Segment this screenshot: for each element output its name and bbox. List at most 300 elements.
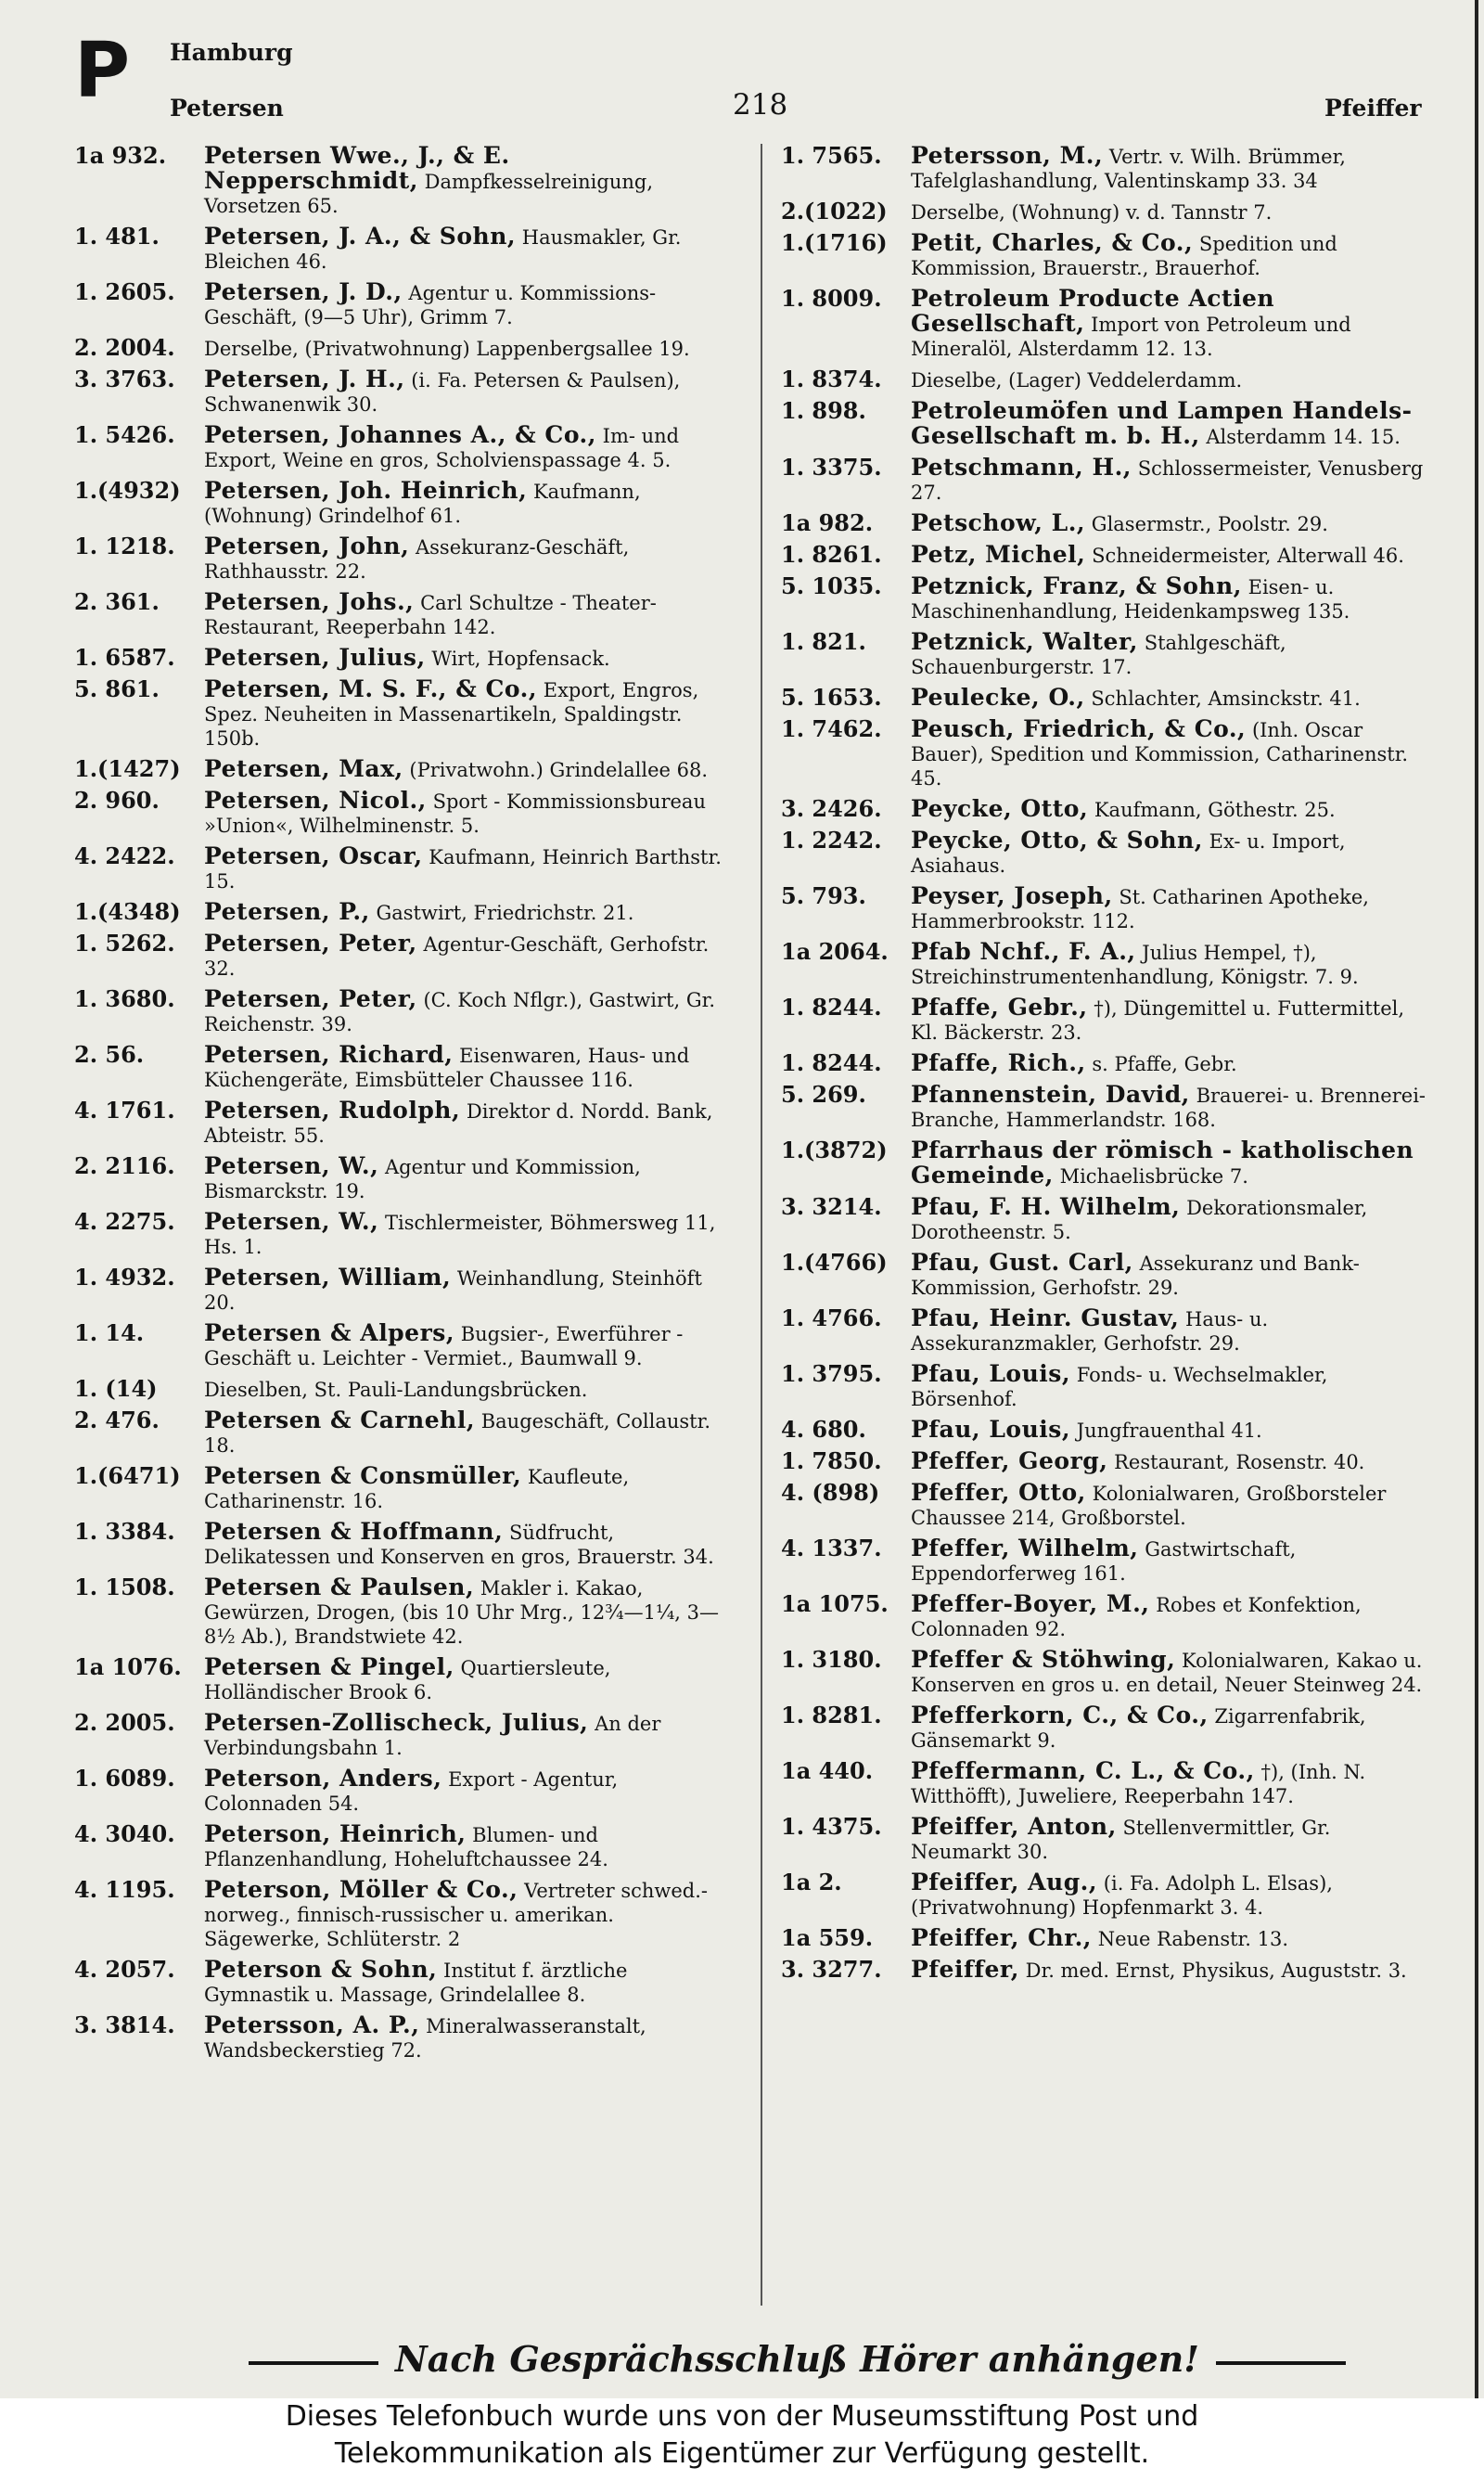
subscriber-name: Petersen, J. H., — [204, 366, 405, 392]
subscriber-details: St. Catharinen Apotheke, Hammerbrookstr. 112. — [911, 886, 1369, 932]
subscriber-name: Pfau, Gust. Carl, — [911, 1249, 1133, 1276]
phone-number: 1.(6471) — [74, 1462, 181, 1489]
subscriber-name: Pfeffer, Georg, — [911, 1447, 1108, 1474]
directory-entry — [781, 144, 1430, 193]
directory-entry — [74, 677, 723, 751]
subscriber-details: Glasermstr., Poolstr. 29. — [1091, 513, 1328, 535]
subscriber-details: Makler i. Kakao, Gewürzen, Drogen, (bis 10 Uhr Mrg., 12¾—1¼, 3—8½ Ab.), Brandstwiete 42. — [204, 1577, 720, 1648]
directory-entry — [74, 987, 723, 1036]
section-letter: P — [74, 27, 131, 115]
directory-entry — [781, 940, 1430, 989]
directory-entry — [781, 884, 1430, 933]
subscriber-name: Peyser, Joseph, — [911, 882, 1113, 909]
page-edge-border — [1475, 0, 1478, 2398]
directory-entry — [781, 456, 1430, 505]
subscriber-details: Eisenwaren, Haus- und Küchengeräte, Eimsbütteler Chaussee 116. — [204, 1045, 690, 1091]
subscriber-details: Im- und Export, Weine en gros, Scholvienspassage 4. 5. — [204, 425, 680, 471]
subscriber-name: Petersen & Carnehl, — [204, 1407, 476, 1433]
phone-number: 1. 821. — [781, 628, 866, 655]
phone-number: 2. 960. — [74, 787, 160, 814]
subscriber-details: Blumen- und Pflanzenhandlung, Hoheluftchaussee 24. — [204, 1824, 608, 1870]
subscriber-name: Petersen, Julius, — [204, 644, 426, 671]
directory-entry — [781, 1592, 1430, 1641]
subscriber-details: Kaufmann, (Wohnung) Grindelhof 61. — [204, 481, 641, 527]
subscriber-details: (C. Koch Nflgr.), Gastwirt, Gr. Reichenstr. 39. — [204, 989, 716, 1035]
subscriber-name: Pfeffer, Wilhelm, — [911, 1535, 1139, 1561]
directory-entry — [781, 1251, 1430, 1300]
directory-entry — [74, 1321, 723, 1370]
column-divider — [761, 144, 762, 2306]
subscriber-details: Kolonialwaren, Großborsteler Chaussee 214, Großborstel. — [911, 1483, 1387, 1529]
subscriber-details: Eisen- u. Maschinenhandlung, Heidenkampsweg 135. — [911, 576, 1350, 623]
subscriber-name: Petersen, J. A., & Sohn, — [204, 223, 517, 250]
phone-number: 5. 1035. — [781, 572, 882, 599]
phone-number: 4. 1761. — [74, 1097, 175, 1124]
subscriber-name: Peterson, Möller & Co., — [204, 1876, 518, 1903]
subscriber-details: Stahlgeschäft, Schauenburgerstr. 17. — [911, 632, 1286, 678]
subscriber-details: Brauerei- u. Brennerei-Branche, Hammerlandstr. 168. — [911, 1085, 1426, 1131]
directory-entry — [781, 1418, 1430, 1443]
phone-number: 1.(4932) — [74, 477, 181, 504]
subscriber-details: Sport - Kommissionsbureau »Union«, Wilhelminenstr. 5. — [204, 790, 706, 837]
directory-entry — [781, 1958, 1430, 1983]
directory-entry — [74, 1266, 723, 1315]
phone-number: 1a 982. — [781, 509, 874, 536]
subscriber-name: Petersen & Pingel, — [204, 1653, 454, 1680]
directory-entry — [74, 900, 723, 925]
subscriber-details: Kolonialwaren, Kakao u. Konserven en gros u. en detail, Neuer Steinweg 24. — [911, 1650, 1423, 1696]
phone-number: 4. 3040. — [74, 1820, 175, 1847]
phone-number: 5. 269. — [781, 1081, 866, 1108]
directory-entry — [781, 543, 1430, 568]
subscriber-name: Petersen Wwe., J., & E. Nepperschmidt, — [204, 142, 510, 194]
subscriber-details: Dr. med. Ernst, Physikus, Auguststr. 3. — [1025, 1960, 1407, 1982]
phone-number: 5. 793. — [781, 882, 866, 909]
subscriber-name: Petersen, W., — [204, 1152, 379, 1179]
directory-entry — [781, 1195, 1430, 1244]
phone-number: 1a 932. — [74, 142, 167, 169]
subscriber-details: (i. Fa. Petersen & Paulsen), Schwanenwik 30. — [204, 369, 681, 416]
phone-number: 1a 1076. — [74, 1653, 182, 1680]
subscriber-name: Petersson, M., — [911, 142, 1104, 169]
phone-number: 1. 3375. — [781, 454, 882, 481]
directory-entry — [781, 1926, 1430, 1951]
subscriber-name: Peulecke, O., — [911, 684, 1085, 711]
phone-number: 1a 2064. — [781, 938, 889, 965]
phone-number: 2. 2005. — [74, 1709, 175, 1736]
subscriber-name: Pfeffer & Stöhwing, — [911, 1646, 1176, 1673]
subscriber-name: Pfau, Louis, — [911, 1360, 1071, 1387]
phone-number: 2. 2004. — [74, 334, 175, 361]
phone-number: 3. 2426. — [781, 795, 882, 822]
phone-number: 1a 559. — [781, 1924, 874, 1951]
subscriber-details: Schlossermeister, Venusberg 27. — [911, 457, 1424, 504]
phone-number: 1. 3680. — [74, 985, 175, 1012]
directory-entry — [74, 534, 723, 584]
directory-entry — [781, 717, 1430, 790]
subscriber-name: Petersen, Johannes A., & Co., — [204, 421, 596, 448]
directory-entry — [781, 1536, 1430, 1586]
subscriber-name: Pfau, F. H. Wilhelm, — [911, 1193, 1181, 1220]
subscriber-details: Export - Agentur, Colonnaden 54. — [204, 1768, 619, 1815]
page-number: 218 — [733, 88, 788, 122]
phone-number: 1. 898. — [781, 397, 866, 424]
directory-entry — [781, 829, 1430, 878]
subscriber-details: Agentur u. Kommissions-Geschäft, (9—5 Uhr), Grimm 7. — [204, 282, 657, 328]
subscriber-details: Bugsier-, Ewerführer - Geschäft u. Leichter - Vermiet., Baumwall 9. — [204, 1323, 684, 1369]
phone-number: 1a 2. — [781, 1869, 842, 1895]
directory-entry — [74, 1958, 723, 2007]
directory-entry — [74, 1408, 723, 1458]
directory-entry — [781, 574, 1430, 623]
phone-number: 1. 8009. — [781, 285, 882, 312]
directory-entry — [74, 1210, 723, 1259]
subscriber-name: Petersen, Max, — [204, 755, 403, 782]
subscriber-details: Kaufmann, Göthestr. 25. — [1094, 799, 1336, 821]
directory-entry — [74, 280, 723, 329]
subscriber-name: Petersen & Consmüller, — [204, 1462, 522, 1489]
subscriber-details: (i. Fa. Adolph L. Elsas), (Privatwohnung) Hopfenmarkt 3. 4. — [911, 1872, 1333, 1919]
subscriber-name: Petersen, Nicol., — [204, 787, 427, 814]
subscriber-name: Petznick, Walter, — [911, 628, 1139, 655]
subscriber-name: Petersen, John, — [204, 533, 410, 559]
subscriber-name: Pfeiffer, Aug., — [911, 1869, 1098, 1895]
subscriber-details: Baugeschäft, Collaustr. 18. — [204, 1410, 711, 1457]
subscriber-details: (Privatwohn.) Grindelallee 68. — [409, 759, 709, 781]
subscriber-name: Petroleumöfen und Lampen Handels-Gesellschaft m. b. H., — [911, 397, 1413, 449]
directory-entry — [781, 797, 1430, 822]
subscriber-name: Pfaffe, Gebr., — [911, 994, 1088, 1021]
phone-number: 1. 5426. — [74, 421, 175, 448]
subscriber-details: †), Düngemittel u. Futtermittel, Kl. Bäckerstr. 23. — [911, 997, 1405, 1044]
subscriber-name: Pfefferkorn, C., & Co., — [911, 1702, 1209, 1728]
directory-entry — [781, 1870, 1430, 1920]
subscriber-name: Pfeiffer, Anton, — [911, 1813, 1117, 1840]
subscriber-name: Petersen-Zollischeck, Julius, — [204, 1709, 589, 1736]
subscriber-details: Kaufmann, Heinrich Barthstr. 15. — [204, 846, 722, 893]
phone-number: 1a 440. — [781, 1757, 874, 1784]
subscriber-details: Derselbe, (Privatwohnung) Lappenbergsallee 19. — [204, 338, 690, 360]
phone-number: 4. 1195. — [74, 1876, 175, 1903]
subscriber-name: Petersen, Richard, — [204, 1041, 454, 1068]
directory-entry — [781, 1481, 1430, 1530]
slogan-rule-right — [1216, 2361, 1346, 2365]
subscriber-name: Petz, Michel, — [911, 541, 1086, 568]
subscriber-name: Petschmann, H., — [911, 454, 1132, 481]
subscriber-details: Gastwirtschaft, Eppendorferweg 161. — [911, 1538, 1297, 1585]
subscriber-name: Petersson, A. P., — [204, 2011, 420, 2038]
directory-entry — [781, 199, 1430, 225]
phone-number: 1. 2605. — [74, 278, 175, 305]
directory-entry — [74, 1377, 723, 1402]
directory-entry — [74, 1043, 723, 1092]
subscriber-name: Petschow, L., — [911, 509, 1086, 536]
phone-number: 3. 3277. — [781, 1956, 882, 1983]
phone-number: 1. 4766. — [781, 1304, 882, 1331]
directory-entry — [781, 287, 1430, 361]
phone-number: 1. 7462. — [781, 715, 882, 742]
subscriber-details: Mineralwasseranstalt, Wandsbeckerstieg 72. — [204, 2015, 646, 2062]
first-entry-heading: Petersen — [170, 95, 284, 122]
subscriber-details: †), (Inh. N. Witthöfft), Juweliere, Reeperbahn 147. — [911, 1761, 1366, 1807]
directory-entry — [74, 789, 723, 838]
phone-number: 1. 4375. — [781, 1813, 882, 1840]
phone-number: 1. 6587. — [74, 644, 175, 671]
phone-number: 1.(1716) — [781, 229, 888, 256]
notice-line-2: Telekommunikation als Eigentümer zur Verfügung gestellt. — [334, 2437, 1150, 2470]
phone-number: 1.(3872) — [781, 1137, 888, 1163]
directory-entry — [74, 757, 723, 782]
subscriber-name: Pfeffer-Boyer, M., — [911, 1590, 1150, 1617]
phone-number: 1. 3384. — [74, 1518, 175, 1545]
subscriber-name: Petersen, Joh. Heinrich, — [204, 477, 528, 504]
city-heading: Hamburg — [170, 39, 293, 66]
subscriber-name: Peterson, Heinrich, — [204, 1820, 467, 1847]
subscriber-name: Petersen, Peter, — [204, 930, 417, 957]
subscriber-details: Tischlermeister, Böhmersweg 11, Hs. 1. — [204, 1212, 716, 1258]
slogan-text: Nach Gesprächsschluß Hörer anhängen! — [395, 2338, 1199, 2380]
subscriber-details: Stellenvermittler, Gr. Neumarkt 30. — [911, 1817, 1331, 1863]
slogan-rule-left — [249, 2361, 378, 2365]
subscriber-name: Pfeiffer, — [911, 1956, 1019, 1983]
subscriber-details: Zigarrenfabrik, Gänsemarkt 9. — [911, 1705, 1366, 1752]
subscriber-name: Peycke, Otto, & Sohn, — [911, 827, 1203, 854]
subscriber-name: Pfeiffer, Chr., — [911, 1924, 1092, 1951]
subscriber-details: Dieselben, St. Pauli-Landungsbrücken. — [204, 1379, 588, 1401]
directory-entry — [781, 1449, 1430, 1474]
phone-number: 1.(1427) — [74, 755, 181, 782]
directory-entry — [74, 367, 723, 417]
phone-number: 4. 1337. — [781, 1535, 882, 1561]
subscriber-name: Petersen, Peter, — [204, 985, 417, 1012]
directory-entry — [74, 1655, 723, 1704]
subscriber-details: Dekorationsmaler, Dorotheenstr. 5. — [911, 1197, 1368, 1243]
directory-entry — [74, 1575, 723, 1649]
directory-entry — [781, 1138, 1430, 1189]
footer-slogan — [232, 2338, 1362, 2380]
subscriber-details: Vertreter schwed.-norweg., finnisch-russischer u. amerikan. Sägewerke, Schlüterstr. 2 — [204, 1880, 708, 1950]
directory-entry — [74, 479, 723, 528]
directory-entry — [74, 144, 723, 218]
subscriber-name: Pfeffer, Otto, — [911, 1479, 1086, 1506]
phone-number: 2. 2116. — [74, 1152, 175, 1179]
subscriber-details: Fonds- u. Wechselmakler, Börsenhof. — [911, 1364, 1328, 1410]
subscriber-name: Petersen & Paulsen, — [204, 1574, 475, 1600]
directory-entry — [781, 1306, 1430, 1356]
subscriber-details: Dampfkesselreinigung, Vorsetzen 65. — [204, 171, 654, 217]
subscriber-name: Petersen, J. D., — [204, 278, 403, 305]
subscriber-details: Ex- u. Import, Asiahaus. — [911, 830, 1346, 877]
directory-entry — [74, 2013, 723, 2062]
subscriber-details: Import von Petroleum und Mineralöl, Alsterdamm 12. 13. — [911, 314, 1351, 360]
phone-number: 1. 8244. — [781, 994, 882, 1021]
subscriber-details: Agentur-Geschäft, Gerhofstr. 32. — [204, 933, 710, 980]
phone-number: 1. 8281. — [781, 1702, 882, 1728]
directory-entry — [74, 932, 723, 981]
directory-entry — [781, 231, 1430, 280]
subscriber-details: Michaelisbrücke 7. — [1059, 1165, 1248, 1188]
subscriber-details: Derselbe, (Wohnung) v. d. Tannstr 7. — [911, 201, 1273, 224]
subscriber-details: Jungfrauenthal 41. — [1076, 1420, 1262, 1442]
directory-entry — [781, 511, 1430, 536]
phone-number: 2. 476. — [74, 1407, 160, 1433]
directory-entry — [74, 1520, 723, 1569]
directory-entry — [74, 1099, 723, 1148]
phone-number: 5. 1653. — [781, 684, 882, 711]
phone-number: 1. 1218. — [74, 533, 175, 559]
directory-entry — [74, 1711, 723, 1760]
directory-entry — [74, 590, 723, 639]
subscriber-details: Vertr. v. Wilh. Brümmer, Tafelglashandlung, Valentinskamp 33. 34 — [911, 146, 1346, 192]
subscriber-details: Gastwirt, Friedrichstr. 21. — [376, 902, 634, 924]
phone-number: 4. 2275. — [74, 1208, 175, 1235]
subscriber-name: Pfarrhaus der römisch - katholischen Gemeinde, — [911, 1137, 1414, 1189]
subscriber-name: Pfannenstein, David, — [911, 1081, 1190, 1108]
directory-entry — [781, 1051, 1430, 1076]
subscriber-details: Schlachter, Amsinckstr. 41. — [1091, 687, 1361, 710]
notice-line-1: Dieses Telefonbuch wurde uns von der Museumsstiftung Post und — [285, 2400, 1199, 2433]
subscriber-details: Dieselbe, (Lager) Veddelerdamm. — [911, 369, 1243, 392]
subscriber-details: Kaufleute, Catharinenstr. 16. — [204, 1466, 630, 1512]
phone-number: 1. 6089. — [74, 1765, 175, 1792]
subscriber-name: Petersen, M. S. F., & Co., — [204, 675, 538, 702]
directory-entry — [74, 1878, 723, 1951]
subscriber-details: Agentur und Kommission, Bismarckstr. 19. — [204, 1156, 641, 1202]
directory-entry — [74, 423, 723, 472]
phone-number: 1.(4348) — [74, 898, 181, 925]
subscriber-name: Pfau, Louis, — [911, 1416, 1071, 1443]
directory-entry — [781, 1362, 1430, 1411]
phone-number: 1. 8374. — [781, 366, 882, 392]
subscriber-details: Südfrucht, Delikatessen und Konserven en gros, Brauerstr. 34. — [204, 1522, 714, 1568]
directory-entry — [74, 1464, 723, 1513]
left-column — [74, 144, 723, 2069]
subscriber-name: Petersen & Hoffmann, — [204, 1518, 504, 1545]
phone-number: 2. 361. — [74, 588, 160, 615]
phone-number: 4. 2422. — [74, 842, 175, 869]
phone-number: 4. 2057. — [74, 1956, 175, 1983]
subscriber-name: Petersen & Alpers, — [204, 1319, 455, 1346]
subscriber-details: Institut f. ärztliche Gymnastik u. Massage, Grindelallee 8. — [204, 1960, 628, 2006]
directory-entry — [781, 1759, 1430, 1808]
subscriber-name: Petersen, Johs., — [204, 588, 415, 615]
phone-number: 1. 7565. — [781, 142, 882, 169]
subscriber-name: Petznick, Franz, & Sohn, — [911, 572, 1242, 599]
directory-entry — [74, 336, 723, 361]
directory-entry — [74, 225, 723, 274]
subscriber-details: Schneidermeister, Alterwall 46. — [1092, 545, 1404, 567]
subscriber-details: Restaurant, Rosenstr. 40. — [1114, 1451, 1365, 1473]
phone-number: 1. 3795. — [781, 1360, 882, 1387]
subscriber-details: Robes et Konfektion, Colonnaden 92. — [911, 1594, 1362, 1640]
phone-number: 3. 3814. — [74, 2011, 175, 2038]
directory-entry — [781, 399, 1430, 449]
directory-entry — [781, 996, 1430, 1045]
subscriber-details: Haus- u. Assekuranzmakler, Gerhofstr. 29. — [911, 1308, 1269, 1355]
subscriber-name: Petersen, W., — [204, 1208, 379, 1235]
directory-entry — [781, 1083, 1430, 1132]
phone-number: 1.(4766) — [781, 1249, 888, 1276]
subscriber-details: Neue Rabenstr. 13. — [1097, 1928, 1289, 1950]
phone-number: 1a 1075. — [781, 1590, 889, 1617]
subscriber-details: Julius Hempel, †), Streichinstrumentenhandlung, Königstr. 7. 9. — [911, 942, 1359, 988]
phone-number: 1. 3180. — [781, 1646, 882, 1673]
subscriber-name: Petersen, Rudolph, — [204, 1097, 461, 1124]
subscriber-details: Assekuranz-Geschäft, Rathhausstr. 22. — [204, 536, 630, 583]
subscriber-details: Alsterdamm 14. 15. — [1206, 426, 1401, 448]
subscriber-details: Assekuranz und Bank-Kommission, Gerhofstr. 29. — [911, 1253, 1360, 1299]
subscriber-details: Quartiersleute, Holländischer Brook 6. — [204, 1657, 611, 1703]
phone-number: 5. 861. — [74, 675, 160, 702]
directory-entry — [781, 686, 1430, 711]
subscriber-details: s. Pfaffe, Gebr. — [1092, 1053, 1237, 1075]
directory-entry — [74, 844, 723, 893]
subscriber-details: Spedition und Kommission, Brauerstr., Brauerhof. — [911, 233, 1337, 279]
subscriber-name: Peycke, Otto, — [911, 795, 1089, 822]
subscriber-details: Direktor d. Nordd. Bank, Abteistr. 55. — [204, 1100, 713, 1147]
phone-number: 1. 5262. — [74, 930, 175, 957]
directory-entry — [74, 1767, 723, 1816]
subscriber-name: Peterson & Sohn, — [204, 1956, 438, 1983]
last-entry-heading: Pfeiffer — [1324, 95, 1422, 122]
phone-number: 1. 2242. — [781, 827, 882, 854]
directory-entry — [781, 630, 1430, 679]
subscriber-details: Export, Engros, Spez. Neuheiten in Massenartikeln, Spaldingstr. 150b. — [204, 679, 699, 750]
phone-number: 1. 481. — [74, 223, 160, 250]
phone-number: 4. 680. — [781, 1416, 866, 1443]
subscriber-details: Hausmakler, Gr. Bleichen 46. — [204, 226, 682, 273]
phone-number: 1. 14. — [74, 1319, 145, 1346]
subscriber-name: Pfab Nchf., F. A., — [911, 938, 1136, 965]
phone-number: 1. 7850. — [781, 1447, 882, 1474]
directory-entry — [74, 1822, 723, 1871]
directory-entry — [74, 1154, 723, 1203]
phone-number: 3. 3763. — [74, 366, 175, 392]
subscriber-details: Weinhandlung, Steinhöft 20. — [204, 1267, 702, 1314]
phone-number: 1. 1508. — [74, 1574, 175, 1600]
phone-number: 1. 8261. — [781, 541, 882, 568]
subscriber-details: Carl Schultze - Theater-Restaurant, Reeperbahn 142. — [204, 592, 657, 638]
phone-number: 1. (14) — [74, 1375, 158, 1402]
subscriber-details: Wirt, Hopfensack. — [431, 648, 610, 670]
subscriber-details: (Inh. Oscar Bauer), Spedition und Kommission, Catharinenstr. 45. — [911, 719, 1409, 790]
subscriber-name: Pfeffermann, C. L., & Co., — [911, 1757, 1255, 1784]
ownership-notice — [0, 2398, 1484, 2480]
subscriber-name: Petersen, P., — [204, 898, 370, 925]
phone-number: 1. 8244. — [781, 1049, 882, 1076]
right-column — [781, 144, 1430, 1989]
directory-entry — [781, 1703, 1430, 1753]
phone-number: 4. (898) — [781, 1479, 880, 1506]
subscriber-name: Petersen, William, — [204, 1264, 452, 1291]
subscriber-name: Peterson, Anders, — [204, 1765, 442, 1792]
phone-number: 2.(1022) — [781, 198, 888, 225]
directory-entry — [781, 1648, 1430, 1697]
subscriber-details: An der Verbindungsbahn 1. — [204, 1713, 661, 1759]
directory-entry — [74, 646, 723, 671]
phone-number: 3. 3214. — [781, 1193, 882, 1220]
subscriber-name: Pfau, Heinr. Gustav, — [911, 1304, 1180, 1331]
subscriber-name: Petroleum Producte Actien Gesellschaft, — [911, 285, 1275, 337]
subscriber-name: Peusch, Friedrich, & Co., — [911, 715, 1247, 742]
subscriber-name: Petersen, Oscar, — [204, 842, 423, 869]
directory-entry — [781, 1815, 1430, 1864]
subscriber-name: Pfaffe, Rich., — [911, 1049, 1086, 1076]
directory-entry — [781, 367, 1430, 392]
phone-number: 1. 4932. — [74, 1264, 175, 1291]
phone-number: 2. 56. — [74, 1041, 145, 1068]
subscriber-name: Petit, Charles, & Co., — [911, 229, 1194, 256]
